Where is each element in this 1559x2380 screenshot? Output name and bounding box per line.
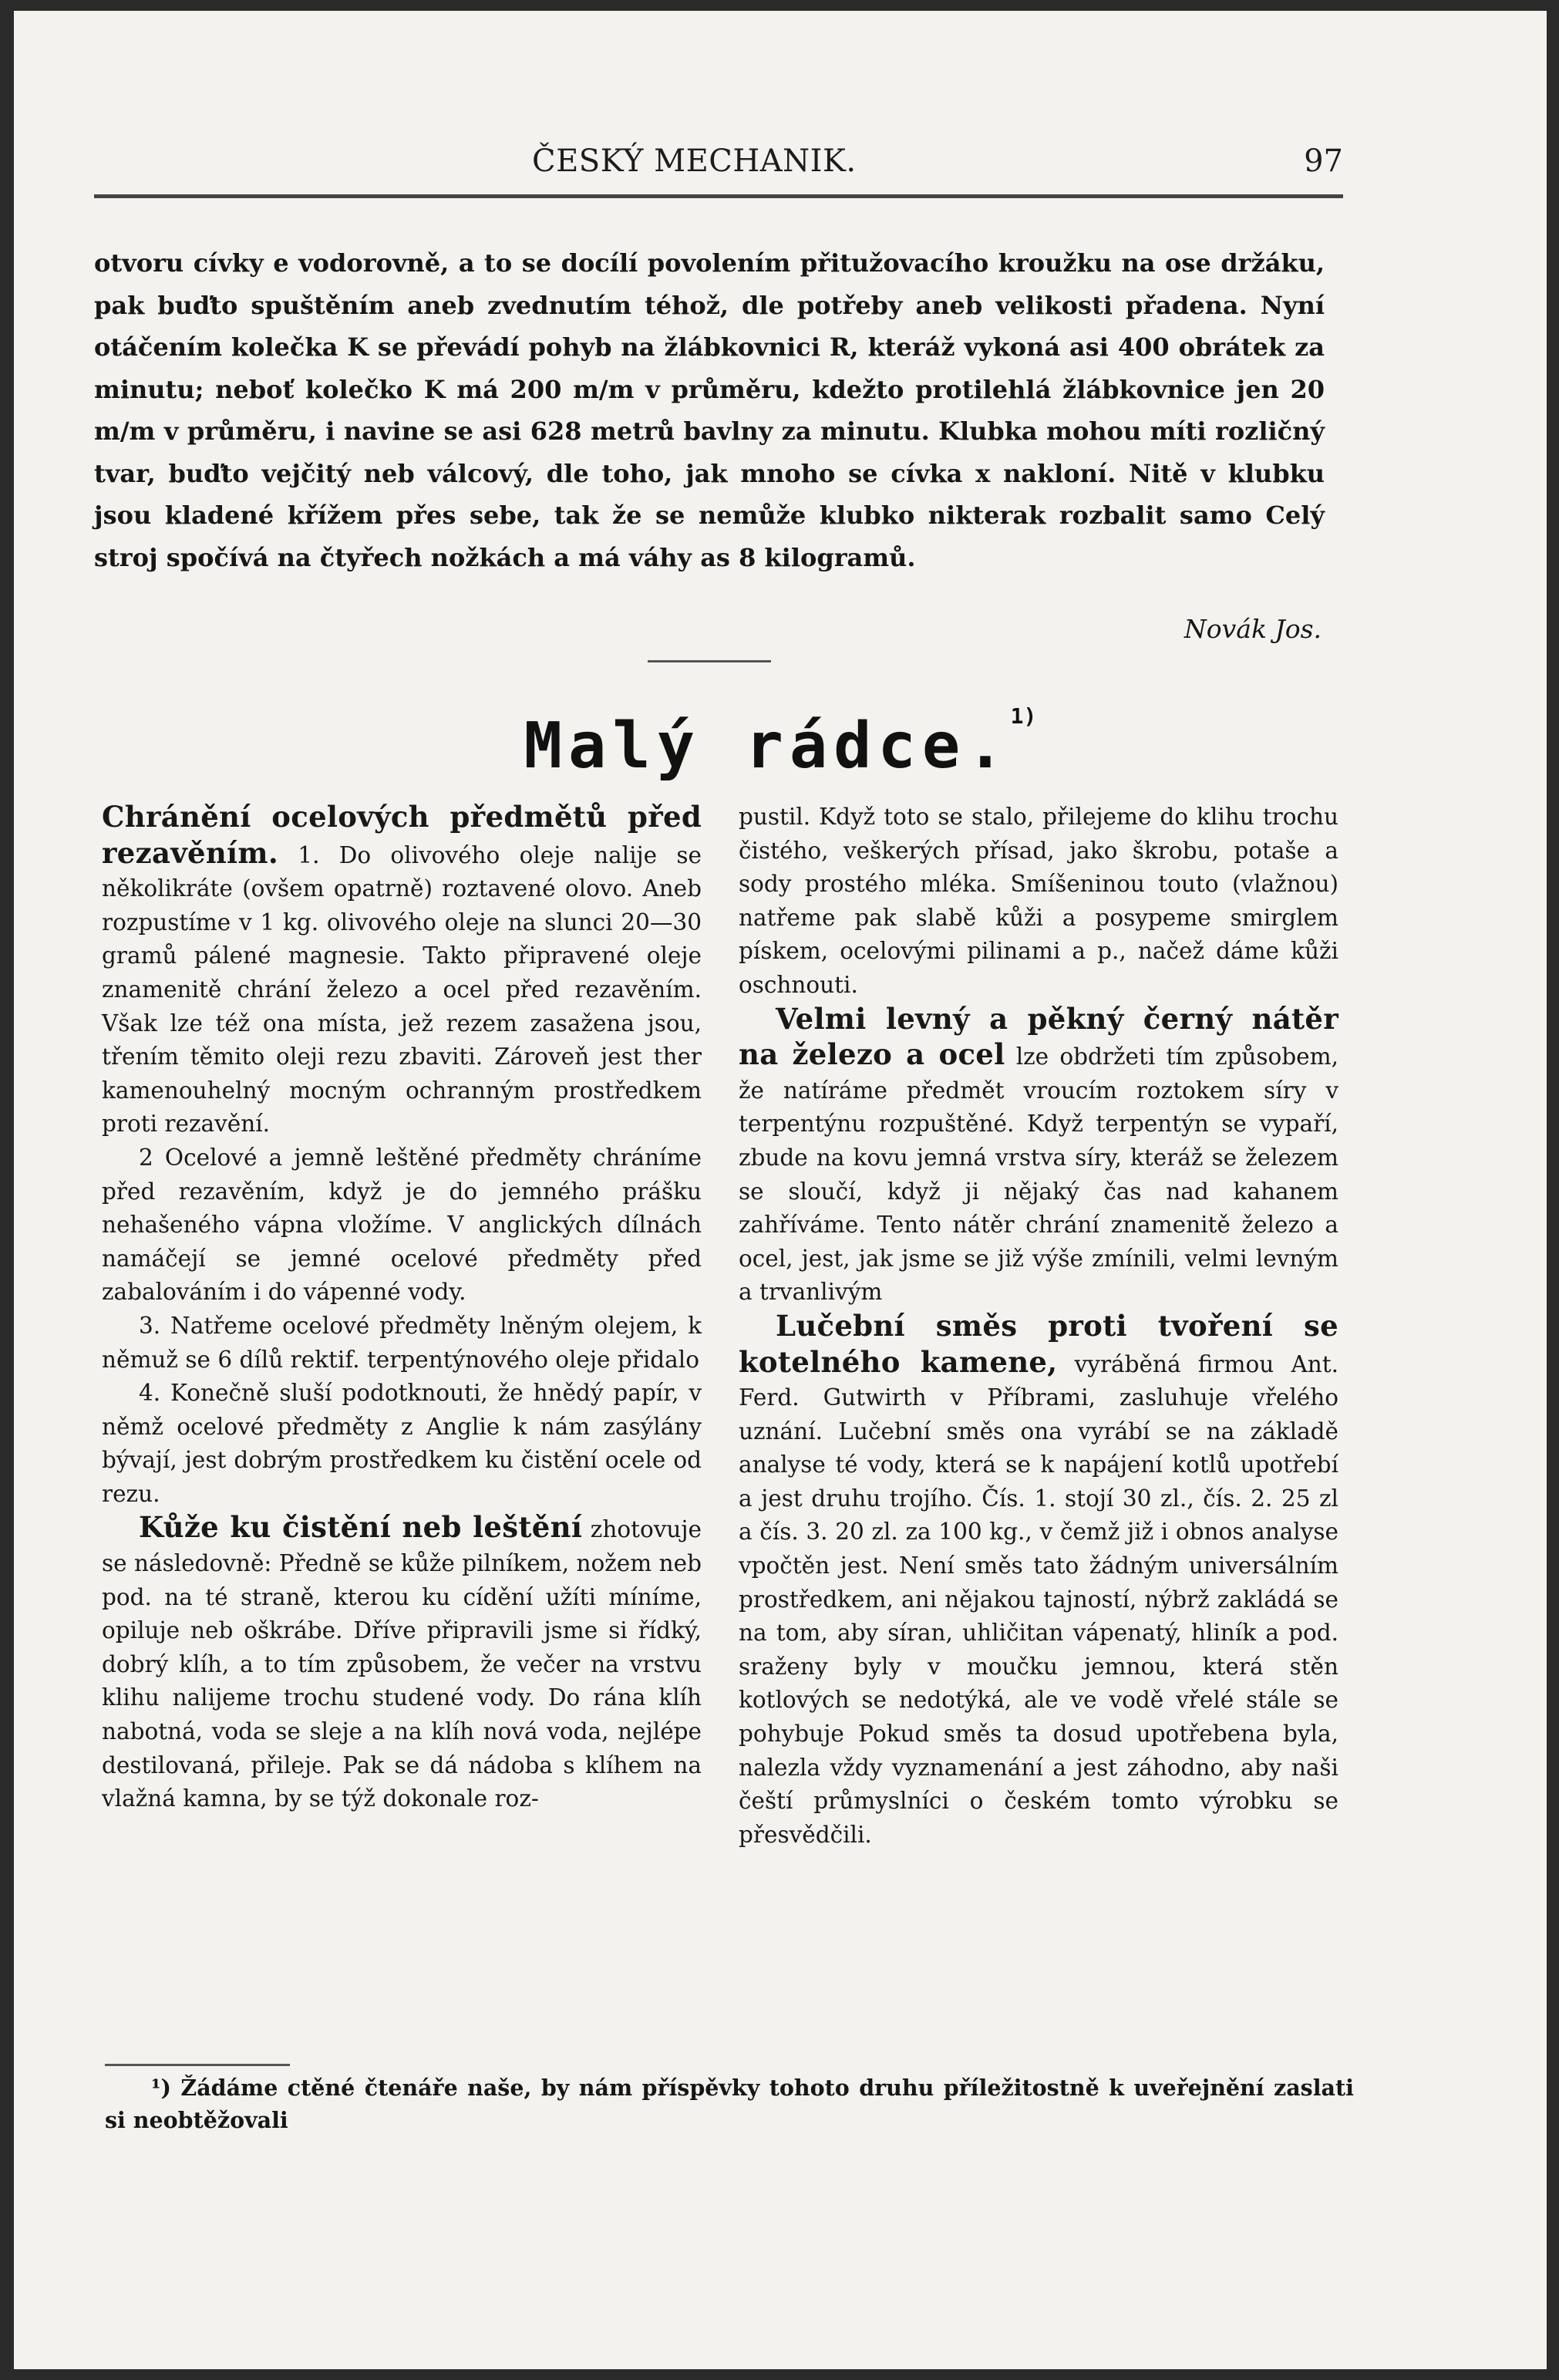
footnote-rule <box>105 2064 290 2066</box>
section-divider <box>648 660 771 662</box>
paragraph: 2 Ocelové a jemně leštěné předměty chráníme před rezavěním, když je do jemného prášku nehašeného vápna vložíme. V anglických dílnách namáčejí se jemné ocelové předměty před zabalováním i do vápenné vody. <box>102 1144 702 1306</box>
footnote: ¹) Žádáme ctěné čtenáře naše, by nám příspěvky tohoto druhu příležitostně k uveřejnění zaslati si neobtěžovali <box>105 2075 1354 2133</box>
intro-paragraph <box>94 242 1325 578</box>
page-number: 97 <box>1304 143 1343 179</box>
article-boiler-scale <box>739 1310 1338 1852</box>
article-heading: Lučební směs proti tvoření se kotelného kamene, <box>739 1308 1338 1379</box>
article-polishing-leather <box>102 1511 702 1815</box>
header-rule <box>94 194 1343 198</box>
left-column <box>102 801 702 1816</box>
paragraph: 4. Konečně sluší podotknouti, že hnědý papír, v němž ocelové předměty z Anglie k nám zasýlány bývají, jest dobrým prostředkem ku čistění ocele od rezu. <box>102 1380 702 1507</box>
article-black-coating <box>739 1003 1338 1310</box>
article-body: 1. Do olivového oleje nalije se několikráte (ovšem opatrně) roztavené olovo. Aneb rozpustíme v 1 kg. olivového oleje na slunci 20—30 gramů pálené magnesie. Takto připravené oleje znamenitě chrání železo a ocel před rezavěním. Však lze též ona místa, jež rezem zasažena jsou, třením těmito oleji rezu zbaviti. Zároveň jest ther kamenouhelný mocným ochranným prostředkem proti rezavění. <box>102 841 702 1138</box>
article-heading: Velmi levný a pěkný černý nátěr na železo a ocel <box>739 1001 1338 1072</box>
page <box>14 11 1547 2369</box>
article-body: lze obdržeti tím způsobem, že natíráme předmět vroucím roztokem síry v terpentýnu rozpuštěné. Když terpentýn se vypaří, zbude na kovu jemná vrstva síry, kteráž se železem se sloučí, když ji nějaký čas nad kahanem zahříváme. Tento nátěr chrání znamenitě železo a ocel, jest, jak jsme se již výše zmínili, velmi levným a trvanlivým <box>739 1043 1338 1306</box>
running-header <box>100 143 1343 185</box>
article-rust-protection <box>102 801 702 1141</box>
paragraph: 3. Natřeme ocelové předměty lněným olejem, k němuž se 6 dílů rektif. terpentýnového oleje přidalo <box>102 1312 702 1373</box>
article-heading: Kůže ku čistění neb leštění <box>139 1510 583 1545</box>
paragraph: pustil. Když toto se stalo, přilejeme do klihu trochu čistého, veškerých přísad, jako škrobu, potaše a sody prostého mléka. Smíšeninou touto (vlažnou) natřeme pak slabě kůži a posypeme smirglem pískem, ocelovými pilinami a p., načež dáme kůži oschnouti. <box>739 804 1338 998</box>
article-body: zhotovuje se následovně: Předně se kůže pilníkem, nožem neb pod. na té straně, kterou ku cídění užíti míníme, opiluje neb oškrábe. Dříve připravili jsme si řídký, dobrý klíh, a to tím způsobem, že večer na vrstvu klihu nalijeme trochu studené vody. Do rána klíh nabotná, voda se sleje a na klíh nová voda, nejlépe destilovaná, přileje. Pak se dá nádoba s klíhem na vlažná kamna, by se týž dokonale roz- <box>102 1516 702 1812</box>
section-title <box>14 703 1547 783</box>
intro-text: otvoru cívky e vodorovně, a to se docílí povolením přitužovacího kroužku na ose držáku, pak buďto spuštěním aneb zvednutím téhož, dle potřeby aneb velikosti přadena. Nyní otáčením kolečka K se převádí pohyb na žlábkovnici R, kteráž vykoná asi 400 obrátek za minutu; neboť kolečko K má 200 m/m v průměru, kdežto protilehlá žlábkovnice jen 20 m/m v průměru, i navine se asi 628 metrů bavlny za minutu. Klubka mohou míti rozličný tvar, buďto vejčitý neb válcový, dle toho, jak mnoho se cívka x nakloní. Nitě v klubku jsou kladené křížem přes sebe, tak že se nemůže klubko nikterak rozbalit samo Celý stroj spočívá na čtyřech nožkách a má váhy as 8 kilogramů. <box>94 248 1325 572</box>
article-body: vyráběná firmou Ant. Ferd. Gutwirth v Příbrami, zasluhuje vřelého uznání. Lučební směs ona vyrábí se na základě analyse té vody, která se k napájení kotlů upotřebí a jest druhu trojího. Čís. 1. stojí 30 zl., čís. 2. 25 zl a čís. 3. 20 zl. za 100 kg., v čemž již i obnos analyse vpočtěn jest. Není směs tato žádným universálním prostředkem, ani nějakou tajností, nýbrž zakládá se na tom, aby síran, uhličitan vápenatý, hliník a pod. sraženy byly v moučku jemnou, která stěn kotlových se nedotýká, ale ve vodě vřelé stále se pohybuje Pokud směs ta dosud upotřebena byla, nalezla vždy vyznamenání a jest záhodno, aby naši čeští průmyslníci o českém tomto výrobku se přesvědčili. <box>739 1350 1338 1848</box>
author-signature: Novák Jos. <box>1184 614 1322 644</box>
right-column <box>739 801 1338 1852</box>
article-heading: Chránění ocelových předmětů před rezavěním. <box>102 800 702 870</box>
footnote-mark: 1) <box>1010 703 1037 729</box>
section-title-text: Malý rádce. <box>524 710 1011 783</box>
running-title: ČESKÝ MECHANIK. <box>532 143 857 179</box>
